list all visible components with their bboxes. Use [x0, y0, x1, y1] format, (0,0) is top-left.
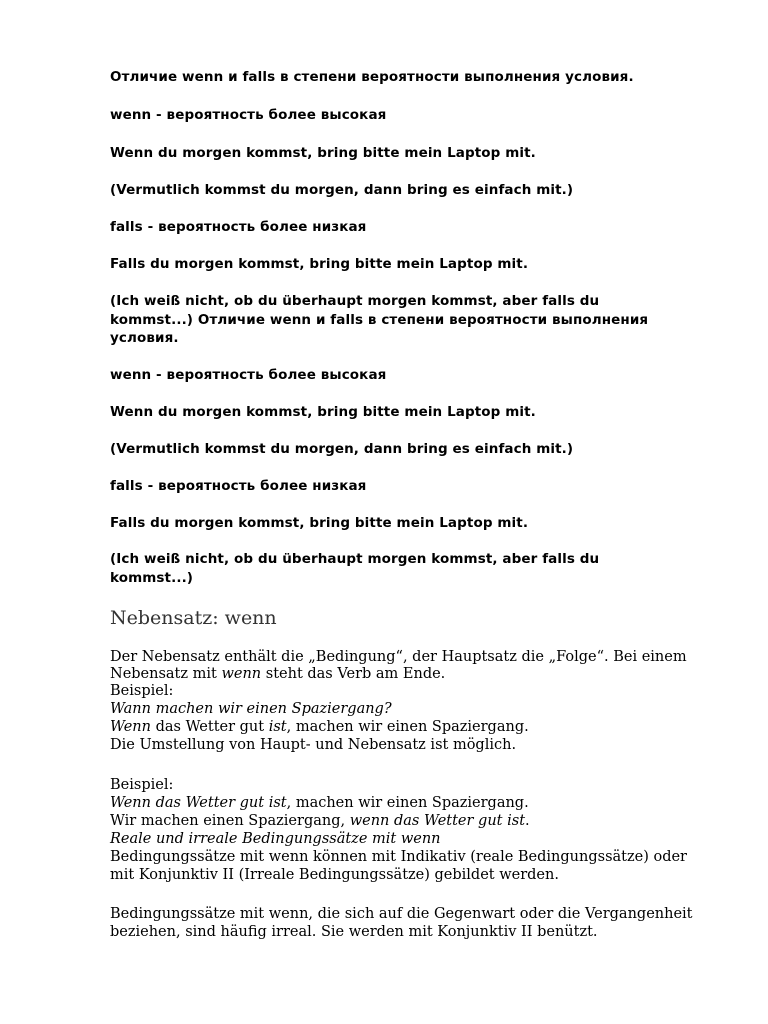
text-line: Die Umstellung von Haupt- und Nebensatz ist möglich. — [110, 737, 517, 753]
text-line: Reale und irreale Bedingungssätze mit wenn — [110, 831, 441, 847]
text-line: Wenn das Wetter gut ist, machen wir einen Spaziergang. — [110, 795, 529, 811]
paragraph-wenn-example: Wenn du morgen kommst, bring bitte mein Laptop mit. — [110, 145, 536, 161]
paragraph-wenn-explanation: (Vermutlich kommst du morgen, dann bring es einfach mit.) — [110, 182, 574, 198]
paragraph-wenn-example-2: Wenn du morgen kommst, bring bitte mein Laptop mit. — [110, 404, 536, 420]
text-line: Wann machen wir einen Spaziergang? — [110, 701, 392, 717]
paragraph-falls-example: Falls du morgen kommst, bring bitte mein Laptop mit. — [110, 256, 529, 272]
paragraph-title-ru: Отличие wenn и falls в степени вероятности выполнения условия. — [110, 69, 634, 85]
paragraph-falls-explanation-2-line2: kommst...) — [110, 570, 194, 586]
text-line: Wenn das Wetter gut ist, machen wir einen Spaziergang. — [110, 719, 529, 735]
text-line: Beispiel: — [110, 777, 174, 793]
section-heading: Nebensatz: wenn — [110, 607, 277, 629]
paragraph-wenn-explanation-2: (Vermutlich kommst du morgen, dann bring es einfach mit.) — [110, 441, 574, 457]
paragraph-falls-probability: falls - вероятность более низкая — [110, 219, 367, 235]
paragraph-falls-explanation-line1: (Ich weiß nicht, ob du überhaupt morgen kommst, aber falls du — [110, 293, 600, 309]
paragraph-falls-example-2: Falls du morgen kommst, bring bitte mein Laptop mit. — [110, 515, 529, 531]
paragraph-falls-explanation-line2: kommst...) Отличие wenn и falls в степени вероятности выполнения — [110, 312, 649, 328]
text-line: beziehen, sind häufig irreal. Sie werden mit Konjunktiv II benützt. — [110, 924, 598, 940]
text-line: Nebensatz mit wenn steht das Verb am Ende. — [110, 666, 446, 682]
paragraph-falls-explanation-line3: условия. — [110, 330, 179, 346]
paragraph-falls-explanation-2-line1: (Ich weiß nicht, ob du überhaupt morgen kommst, aber falls du — [110, 551, 600, 567]
paragraph-wenn-probability: wenn - вероятность более высокая — [110, 107, 387, 123]
text-line: Beispiel: — [110, 683, 174, 699]
text-line: Bedingungssätze mit wenn können mit Indikativ (reale Bedingungssätze) oder — [110, 849, 687, 865]
paragraph-wenn-probability-2: wenn - вероятность более высокая — [110, 367, 387, 383]
paragraph-falls-probability-2: falls - вероятность более низкая — [110, 478, 367, 494]
text-line: mit Konjunktiv II (Irreale Bedingungssätze) gebildet werden. — [110, 867, 559, 883]
text-line: Der Nebensatz enthält die „Bedingung“, der Hauptsatz die „Folge“. Bei einem — [110, 649, 687, 665]
text-line: Bedingungssätze mit wenn, die sich auf die Gegenwart oder die Vergangenheit — [110, 906, 693, 922]
text-line: Wir machen einen Spaziergang, wenn das Wetter gut ist. — [110, 813, 530, 829]
